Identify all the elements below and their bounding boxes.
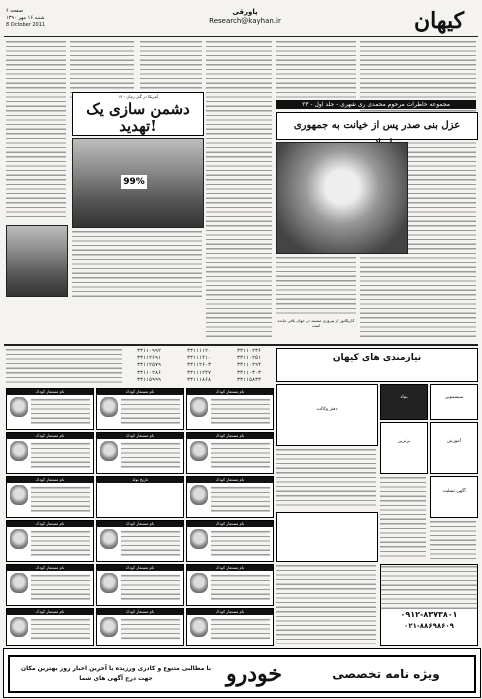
article-left-col-2 (70, 40, 134, 100)
baby-card-text (211, 618, 270, 640)
phone-number: ۳۳۱۱۵۹۹۹ (136, 376, 162, 383)
baby-card-text (121, 574, 180, 600)
baby-card-title: نام مستعار کودک (97, 433, 183, 439)
baby-card-text (211, 398, 270, 424)
classified-intro-text (6, 348, 122, 384)
phone-number: ۳۳۱۱۱۱۲۰ (186, 348, 212, 354)
baby-card-text (31, 398, 90, 424)
baby-card-title: نام مستعار کودک (187, 477, 273, 483)
phone-number: ۳۳۱۱۰۲۸۶ (136, 369, 162, 376)
classified-title: نیازمندی های کیهان (332, 353, 422, 363)
ad-box (380, 384, 428, 420)
ad-label: برترین (397, 439, 411, 444)
baby-card-text (211, 530, 270, 556)
contact-phone: ۰۹۱۲-۸۳۷۳۸۰۱ (400, 610, 458, 619)
kayhan-classified-header (276, 348, 478, 382)
baby-photo (100, 617, 118, 637)
baby-photo (190, 529, 208, 549)
baby-card (6, 564, 94, 606)
baby-card (96, 608, 184, 646)
article-col-3 (140, 40, 202, 90)
phone-number: ۳۳۱۱۰۲۳۶ (236, 348, 262, 354)
baby-photo (10, 397, 28, 417)
phone-number: ۳۳۱۱۱۸۶۸ (186, 376, 212, 383)
date-english: 8 October 2011 (6, 22, 46, 28)
baby-photo (190, 573, 208, 593)
baby-card-title: نام مستعار کودک (97, 609, 183, 615)
baby-photo (100, 397, 118, 417)
header-rule (4, 36, 478, 37)
baby-card (6, 520, 94, 562)
baby-photo (10, 485, 28, 505)
baby-card-title: نام مستعار کودک (7, 609, 93, 615)
baby-card (96, 564, 184, 606)
baby-card-title: نام مستعار کودک (97, 521, 183, 527)
article-col-4 (72, 230, 202, 300)
phone-number: ۳۳۱۱۱۴۱۰ (186, 355, 212, 362)
side-story-series: آمریکا در گذر زمان - ۱۷ (118, 94, 158, 99)
baby-card (96, 388, 184, 430)
main-story-kicker: مجموعه خاطرات مرحوم محمدی ری شهری - جلد اول - ۲۳ (276, 100, 476, 109)
footer-ad-tagline: با مطالبی متنوع و کادری ورزیده با آخرین اخبار روز بهترین مکان جهت درج آگهی های شما (20, 665, 212, 682)
baby-photo (190, 617, 208, 637)
baby-photo (10, 441, 28, 461)
date-persian: شنبه ۱۶ مهر ۱۳۹۰ (6, 15, 45, 21)
section-title: پاورقی (232, 8, 258, 16)
baby-card (186, 608, 274, 646)
baby-card (186, 520, 274, 562)
baby-card-text (211, 486, 270, 512)
baby-card-text (31, 442, 90, 468)
ad-box (276, 384, 378, 446)
footer-ad-brand: خودرو (225, 661, 282, 687)
ad-text-block (276, 564, 376, 644)
ad-text-block (380, 476, 426, 560)
baby-card (6, 388, 94, 430)
phone-number: ۳۳۱۱۰۹۹۲ (136, 348, 162, 354)
ad-label: آگهی تسلیت (442, 489, 466, 494)
protest-sign: 99% (121, 175, 147, 189)
baby-photo (10, 529, 28, 549)
baby-card-text (121, 530, 180, 556)
main-story-photo (276, 142, 408, 254)
baby-card-title: نام مستعار کودک (7, 389, 93, 395)
baby-card-title: نام مستعار کودک (97, 389, 183, 395)
baby-card-title: نام مستعار کودک (97, 565, 183, 571)
baby-card (96, 520, 184, 562)
ad-box (276, 512, 378, 562)
ad-label: دفتر وکالت (316, 407, 338, 412)
article-main-col-2 (276, 256, 356, 316)
page-number: صفحه ۶ (6, 8, 23, 14)
section-email: Research@kayhan.ir (209, 17, 281, 25)
phone-column-3 (126, 348, 172, 384)
baby-grid (6, 388, 272, 644)
baby-card-title: نام مستعار کودک (7, 477, 93, 483)
main-story-headline: عزل بنی صدر پس از خیانت به جمهوری (293, 120, 461, 131)
article-left-col-1 (6, 40, 66, 220)
classified-rule (4, 344, 478, 346)
main-story-caption: کاریکاتور از پیروزی مستند در جهان باقی مانده است (277, 318, 355, 328)
footer-advertisement (3, 648, 481, 698)
baby-card-text (211, 442, 270, 468)
phone-column-2 (176, 348, 222, 384)
phone-number: ۳۳۱۱۰۳۰۳ (236, 369, 262, 376)
baby-photo (100, 529, 118, 549)
baby-card-text (121, 442, 180, 468)
baby-card-text (31, 530, 90, 556)
phone-column-1 (226, 348, 272, 384)
baby-photo (190, 397, 208, 417)
phone-number: ۳۳۱۱۲۵۷۹ (136, 362, 162, 369)
section-header (200, 8, 290, 26)
baby-card (6, 432, 94, 474)
baby-card-text (31, 574, 90, 600)
side-story-headline-box (72, 92, 204, 136)
phone-number: ۳۳۱۱۲۶۹۱ (136, 355, 162, 362)
article-main-col-1 (276, 40, 356, 100)
baby-card-text (121, 398, 180, 424)
issue-info (6, 8, 45, 29)
baby-card-title: نام مستعار کودک (7, 433, 93, 439)
ad-label: آموزش (447, 439, 461, 444)
phone-number: ۳۳۱۱۰۲۵۱ (236, 355, 262, 362)
baby-card-text (121, 618, 180, 640)
contact-ad (380, 564, 478, 646)
baby-card-text (31, 486, 90, 512)
baby-card (186, 476, 274, 518)
baby-card-title: نام مستعار کودک (7, 521, 93, 527)
protest-photo (72, 138, 204, 228)
baby-card-title: نام مستعار کودک (187, 521, 273, 527)
baby-card (6, 476, 94, 518)
phone-number: ۳۳۱۱۱۲۴۷ (186, 369, 212, 376)
ad-box (430, 476, 478, 518)
ad-label: بنیاد (400, 395, 408, 400)
baby-card-title: نام مستعار کودک (7, 565, 93, 571)
main-headline-box (276, 112, 478, 140)
baby-card-title: نام مستعار کودک (187, 609, 273, 615)
portrait-photo (6, 225, 68, 297)
phone-number: ۳۳۱۱۰۲۹۴ (236, 362, 262, 369)
contact-ad-text (381, 565, 477, 609)
phone-number: ۳۳۱۱۲۶۰۳ (186, 362, 212, 369)
ad-box (430, 422, 478, 474)
footer-ad-title: ویژه نامه تخصصی (332, 667, 440, 681)
baby-card-title: نام مستعار کودک (187, 565, 273, 571)
baby-card (186, 432, 274, 474)
baby-card-text (211, 574, 270, 600)
ad-text-block (430, 520, 476, 560)
baby-card (186, 564, 274, 606)
article-mid-col (206, 40, 272, 340)
baby-card (6, 608, 94, 646)
baby-photo (10, 573, 28, 593)
baby-photo (10, 617, 28, 637)
ad-box (430, 384, 478, 420)
baby-photo (190, 485, 208, 505)
baby-photo (100, 573, 118, 593)
baby-card-title: نام مستعار کودک (187, 433, 273, 439)
ad-box (380, 422, 428, 474)
kayhan-logo: کیهان (413, 8, 465, 34)
phone-number: ۳۳۱۱۵۸۳۳ (236, 376, 262, 383)
footer-ad-frame (8, 655, 476, 693)
baby-card (186, 388, 274, 430)
side-story-headline: دشمن سازی یک تهدید! (86, 100, 190, 135)
ad-label: سیسمونی (444, 395, 464, 400)
baby-card (96, 432, 184, 474)
baby-card-featured (96, 476, 184, 518)
baby-card-title: تاریخ تولد (97, 477, 183, 483)
baby-photo (100, 441, 118, 461)
baby-card-title: نام مستعار کودک (187, 389, 273, 395)
baby-photo (190, 441, 208, 461)
ad-text-block (276, 448, 376, 508)
contact-phone: ۰۲۱-۸۸۶۹۸۶۰۹ (404, 622, 454, 630)
baby-card-text (31, 618, 90, 640)
